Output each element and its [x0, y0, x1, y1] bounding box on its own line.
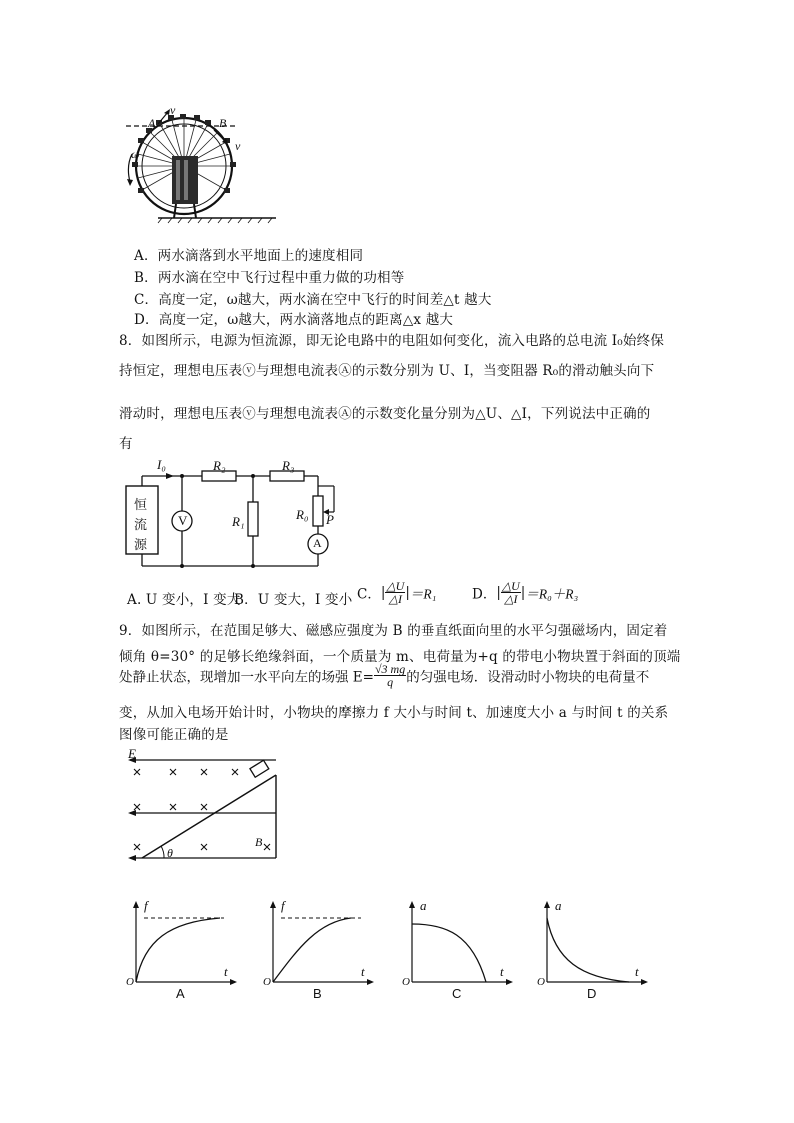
q8-option-a: A. U 变小，I 变大	[127, 592, 241, 608]
graph-ylabel: a	[420, 898, 427, 913]
graph-ylabel: f	[144, 898, 148, 913]
graph-xlabel: t	[635, 964, 639, 979]
label-b-point: B	[219, 116, 227, 130]
q8-option-d-rhs: ＝R₀＋R₃	[525, 586, 579, 602]
label-field-e: E	[128, 746, 136, 761]
q8-stem-line2: 持恒定，理想电压表ⓥ与理想电流表Ⓐ的示数分别为 U、I，当变阻器 R₀的滑动触头向下	[119, 363, 655, 379]
source-label-1: 恒	[134, 498, 148, 513]
q7-option-d: D．高度一定，ω越大，两水滴落地点的距离△x 越大	[134, 312, 454, 328]
q8-stem-line4: 有	[119, 436, 133, 452]
graph-caption: A	[176, 986, 185, 1001]
q9-field-fraction-den: q	[387, 675, 394, 689]
q8-option-d-num: △U	[501, 579, 520, 593]
voltmeter-label: V	[178, 513, 188, 528]
graph-caption: D	[587, 986, 597, 1001]
label-r0: R₀	[296, 507, 309, 522]
graph-caption: B	[313, 986, 322, 1001]
q9-field-fraction-num: √3 mg	[374, 662, 406, 676]
source-label-3: 源	[134, 538, 148, 553]
q8-option-c-rhs: ＝R₁	[409, 586, 437, 602]
graph-ylabel: f	[281, 898, 285, 913]
q8-option-d-den: △I	[504, 592, 518, 606]
label-velocity-left: v	[170, 103, 176, 117]
q8-option-c-den: △I	[388, 592, 402, 606]
label-r1: R₁	[232, 514, 245, 529]
q8-option-c-prefix: C．	[357, 586, 381, 603]
graph-origin: O	[402, 976, 410, 988]
q9-stem-line3	[119, 663, 649, 688]
q9-stem-line3-pre: 处静止状态，现增加一水平向左的场强 E=	[119, 669, 374, 686]
q7-option-a: A．两水滴落到水平地面上的速度相同	[134, 248, 364, 264]
q9-stem-line3-post: 的匀强电场．设滑动时小物块的电荷量不	[406, 669, 650, 686]
label-r3: R₃	[282, 458, 295, 473]
label-velocity-right: v	[235, 139, 241, 153]
graph-xlabel: t	[361, 964, 365, 979]
q9-stem-line5: 图像可能正确的是	[119, 727, 229, 743]
graph-ylabel: a	[555, 898, 562, 913]
graph-xlabel: t	[500, 964, 504, 979]
label-theta: θ	[167, 846, 173, 860]
q8-option-c: C．| $\frac{\triangle U}{\triangle I}$ |＝R₁	[357, 579, 437, 606]
graph-origin: O	[537, 976, 545, 988]
label-i0: I₀	[157, 457, 166, 472]
source-label-2: 流	[134, 518, 148, 533]
q9-stem-line2: 倾角 θ=30° 的足够长绝缘斜面，一个质量为 m、电荷量为+q 的带电小物块置于斜面的顶端	[119, 649, 681, 665]
graph-c	[402, 898, 516, 1005]
q8-stem-line1: 8．如图所示，电源为恒流源，即无论电路中的电阻如何变化，流入电路的总电流 I₀始终保	[119, 333, 665, 349]
graph-origin: O	[263, 976, 271, 988]
label-p: P	[326, 512, 334, 527]
q8-stem-line3: 滑动时，理想电压表ⓥ与理想电流表Ⓐ的示数变化量分别为△U、△I，下列说法中正确的	[119, 406, 651, 422]
waterwheel-figure	[118, 100, 278, 228]
graph-origin: O	[126, 976, 134, 988]
graph-d	[537, 898, 651, 1005]
ammeter-label: A	[313, 536, 322, 550]
graph-b	[263, 898, 377, 1005]
q7-option-b: B．两水滴在空中飞行过程中重力做的功相等	[134, 270, 405, 286]
q8-option-d-prefix: D．	[472, 586, 497, 603]
q8-option-b: B．U 变大，I 变小	[234, 592, 353, 608]
graph-xlabel: t	[224, 964, 228, 979]
q9-stem-line1: 9．如图所示，在范围足够大、磁感应强度为 B 的垂直纸面向里的水平匀强磁场内，固定着	[119, 623, 668, 639]
q8-option-c-num: △U	[386, 579, 405, 593]
label-field-b: B	[255, 835, 263, 849]
label-r2: R₂	[213, 458, 226, 473]
label-omega: ω	[131, 147, 140, 161]
q9-stem-line4: 变，从加入电场开始计时，小物块的摩擦力 f 大小与时间 t、加速度大小 a 与时间 t 的关系	[119, 705, 669, 721]
graph-a	[126, 898, 240, 1005]
graph-caption: C	[452, 986, 462, 1001]
q8-option-d: D．| $\frac{\triangle U}{\triangle I}$ |＝R₀＋R₃	[472, 579, 579, 606]
q7-option-c: C．高度一定，ω越大，两水滴在空中飞行的时间差△t 越大	[134, 292, 492, 308]
label-a-point: A	[148, 116, 156, 130]
